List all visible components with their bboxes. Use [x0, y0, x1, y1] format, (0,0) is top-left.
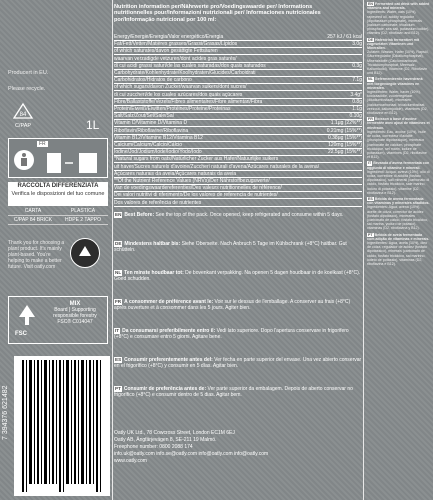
rc-value-carta: C/PAP 84 BRICK — [8, 216, 58, 225]
nutrition-label: Energy/Energie/Energia/Valor energético/Energia — [114, 34, 224, 40]
nutrition-label: Calcium/Calcium/Calcio/Cálcio — [114, 142, 183, 148]
nutrition-row — [114, 70, 362, 77]
barcode-number: 7 394376 621482 — [2, 385, 9, 440]
recycle-table — [8, 207, 108, 225]
fr-tag: FR — [39, 141, 46, 147]
nutrition-label: Carbohydrate/Kohlenhydrate/Koolhydraten/Glucides/Carboidrati — [114, 70, 256, 76]
left-column — [0, 0, 112, 500]
fsc-text2: responsible forestry — [53, 313, 97, 319]
nutrition-label: Vitamin D/Vitamine D/Vitamina D — [114, 120, 188, 127]
lang-badge: EN — [368, 2, 373, 6]
fsc-tree-icon — [15, 303, 39, 327]
ingredients-text: Ingrédients: Eau, avoine (10%), huile de colza, correcteur d'acidité (phosphate dipotassique), minéraux (carbonate de calcium, phosphate tricalcique, sel marin, iodure de potassium), vitamines (D2, riboflavine et B12). — [367, 129, 427, 160]
nutrition-label: Fibre/Ballaststoffe/Vezels/Fibres alimentaires/Fibre alimentari/Fibra — [114, 98, 263, 105]
instruction-text: Ver parte superior da embalagem. Depois de aberto conservar no frigorífico (+8°C) e consumir dentro de 5 dias. Agitar bem. — [114, 386, 353, 398]
nutrition-value: 0.8g — [352, 98, 362, 105]
nutrition-value: 0.38µg (15%**) — [327, 134, 362, 141]
ingredients-nl — [367, 77, 430, 115]
nutrition-label: Riboflavin/Riboflavine/Riboflavina — [114, 127, 189, 134]
nutrition-label: Dei valori nutritivi di riferimento/De los valores de referencia de nutrientes/ — [114, 192, 278, 199]
nutrition-value: 1.1g — [352, 106, 362, 112]
lang-badge: DE — [115, 241, 122, 246]
nutrition-row — [114, 48, 362, 55]
ingredients-text: Ingredienti: Acqua, avena (10%), olio di colza, correttore di acidità (fosfato dipotassico), sali minerali (carbonato di calcio, fosfato tricalcico, sale marino, ioduro di potassio), vitamine (D2, riboflavina e B12). — [367, 169, 430, 195]
svg-text:84: 84 — [19, 112, 27, 118]
carton-bin-icon — [45, 149, 105, 177]
lang-badge: NL — [115, 270, 122, 275]
ingredients-text: Ingredientes: Água, aveia (10%), óleo de colza, regulador de acidez (fosfato dipotássico), minerais (carbonato de cálcio, fosfato tricálcico, sal marinho, iodeto de potássio), vitaminas (D2, riboflavina e B12). — [367, 240, 428, 266]
nutrition-row — [114, 56, 362, 63]
rc-header-plastica: PLASTICA — [58, 207, 108, 216]
fsc-text1: Board | Supporting — [54, 307, 96, 313]
instruction-text: See the top of the pack. Once opened, keep refrigerated and consume within 5 days. — [155, 212, 344, 218]
nutrition-label: di cui acidi grassi saturi/de las cuales saturadas/dos quais saturados — [114, 62, 266, 69]
nutrition-value: 3.4g* — [350, 91, 362, 98]
nutrition-label: uit haver/Sucres naturels d'avoine/Zuccheri naturali d'avena/Azúcares naturales de la avena/ — [114, 163, 320, 170]
footer-line: www.oatly.com — [114, 458, 147, 464]
instruction-en — [114, 212, 362, 218]
footer-line: info.uk@oatly.com info.se@oatly.com info@oatly.com info@oatly.com — [114, 451, 269, 457]
nutrition-label: of which sugars/davon Zucker/waarvan suikers/dont sucres/ — [114, 84, 247, 91]
nutrition-label: **Of the Nutrient Reference Values (NRVs)/Der Nährstoffbezugswerte/ — [114, 178, 270, 184]
nutrition-row — [114, 171, 362, 178]
plant-triangle-icon — [79, 246, 91, 256]
fsc-code: FSC® C014047 — [57, 319, 93, 325]
lang-badge: ES — [368, 196, 373, 201]
instruction-title: A consommer de préférence avant le: — [124, 299, 214, 305]
nutrition-label: of which saturates/davon gesättigte Fettsäuren — [114, 48, 218, 55]
lang-badge: PT — [115, 386, 121, 391]
lang-badge: IT — [368, 161, 372, 166]
nutrition-row — [114, 164, 362, 171]
nutrition-value: 1.1µg (22%**) — [330, 120, 362, 127]
nutrition-row — [114, 34, 362, 41]
ingredients-fr — [367, 117, 430, 159]
instruction-es — [114, 357, 362, 369]
fsc-mix: MIX — [69, 301, 81, 307]
instruction-pt — [114, 386, 362, 398]
lang-badge: PT — [368, 232, 373, 237]
nutrition-label: *Natural sugars from oats/Natürlicher Zucker aus Hafer/Natuurlijke suikers — [114, 156, 279, 163]
nutrition-label: Salt/Salz/Zout/Sel/Sale/Sal — [114, 113, 174, 120]
nutrition-value: 120mg (15%**) — [328, 142, 362, 148]
lang-badge: EN — [115, 212, 122, 217]
instruction-text: Vedi lato superiore. Dopo l'apertura conservare in frigorifero (+8°C) e consumare entro 5 giorni. Agitare bene. — [114, 328, 349, 340]
rc-value-plastica: HDPE 2 TAPPO — [58, 216, 108, 225]
nutrition-row — [114, 63, 362, 70]
nutrition-row — [114, 149, 362, 156]
triman-icon — [13, 149, 35, 171]
instruction-title: Consumir de preferência antes de: — [123, 386, 207, 392]
nutrition-row — [114, 113, 362, 120]
ingredients-text: Ingredientes: Agua, avena (10%), aceite de colza, corrector de acidez (fosfato dipotásico), minerales (carbonato de calcio, fosfato tricálcico, sal marina, yoduro de potasio), vitaminas (D2, riboflavina y B12). — [367, 205, 429, 231]
ingredients-title: Bebida de aveia fermentada com adição de vitaminas e minerais. — [367, 232, 430, 241]
right-column — [364, 0, 433, 500]
ingredients-title: Haferdrink fermentiert mit zugesetzten Vitaminen und Mineralien. — [367, 37, 420, 51]
nutrition-row — [114, 200, 362, 207]
ingredients-it — [367, 161, 430, 195]
recycle-cap-icon — [10, 102, 36, 130]
nutrition-label: Iodine/Jod/Jodium/Iode/Iodio/Yodo/Iodo — [114, 149, 202, 156]
nutrition-row — [114, 178, 362, 185]
nutrition-row — [114, 99, 362, 106]
instruction-fr — [114, 299, 362, 311]
nutrition-label: Protein/Eiweiß/Eiwitten/Protéines/Proteine/Proteínas — [114, 106, 231, 112]
fsc-box — [8, 296, 108, 344]
lang-badge: FR — [115, 299, 122, 304]
nutrition-row — [114, 128, 362, 135]
nutrition-row — [114, 192, 362, 199]
rc-header-carta: CARTA — [8, 207, 58, 216]
nutrition-label: Carbohidratos/Hidratos de carbono — [114, 77, 192, 84]
nutrition-label: di cui zuccheri/de los cuales azúcares/dos quais açúcares — [114, 91, 243, 98]
ingredients-pt — [367, 233, 430, 267]
instruction-text: Voir sur le dessus de l'emballage. A conserver au frais (+8°C) après ouverture et à consommer dans les 5 jours. Agiter bien. — [114, 299, 351, 311]
instruction-title: Consumir preferentemente antes del: — [124, 357, 213, 363]
nutrition-label: Van de voedingswaardereferenties/Des valeurs nutritionnelles de référence/ — [114, 185, 282, 192]
instruction-title: Mindestens haltbar bis: — [124, 241, 181, 247]
nutrition-value: 0.10g — [349, 113, 362, 120]
lang-badge: FR — [368, 117, 373, 122]
ingredients-es — [367, 197, 430, 231]
nutrition-row — [114, 84, 362, 91]
nutrition-header: Nutrition information per/Nährwerte pro/Voedingswaarde per/ Informations nutritionnelles pour/Informazioni nutrizionali per/ Informaciones nutricionales por/Informação nutricional por 100 ml: — [114, 4, 321, 23]
lang-badge: NL — [368, 77, 373, 82]
lang-badge: DE — [368, 37, 373, 42]
svg-text:C/PAP: C/PAP — [14, 123, 32, 129]
ingredients-title: Fermented oat drink with added vitamins and minerals. — [367, 2, 430, 11]
footer-line: Oatly AB, Ängfärjevägen 8, SE-211 19 Malmö. — [114, 437, 217, 443]
ingredients-de — [367, 38, 430, 76]
raccolta-title: RACCOLTA DIFFERENZIATA — [17, 183, 99, 189]
lang-badge: ES — [115, 357, 122, 362]
nutrition-row — [114, 185, 362, 192]
nutrition-row — [114, 41, 362, 48]
instruction-nl — [114, 270, 362, 282]
footer-line: Freephone number: 0800 2088 174 — [114, 444, 193, 450]
nutrition-value: 257 kJ / 61 kcal — [327, 34, 362, 40]
ingredients-text: Ingredients: Water, oats (10%), rapeseed oil, acidity regulator (dipotassium phosphate), minerals (calcium carbonate, tricalcium phosphate, sea salt, potassium iodide), vitamins (D2, riboflavin and B12). — [367, 10, 430, 36]
instruction-text: De bovenkant verpakking. Na openen 5 dagen houdbaar in de koelkast (+8°C). Goed schudden. — [114, 270, 361, 282]
nutrition-label: waarvan verzadigde vetzuren/dont acides gras saturés/ — [114, 55, 237, 62]
instruction-de — [114, 241, 362, 253]
nutrition-row — [114, 77, 362, 84]
footer-line: Oatly UK Ltd., 78 Cowcross Street, London EC1M 6EJ — [114, 430, 235, 436]
raccolta-sub: Verifica le disposizioni del tuo comune — [11, 191, 105, 197]
nutrition-row — [114, 106, 362, 113]
instruction-text: Ver fecha en parte superior del envase. Una vez abierto conservar en el frigorífico (+8°C) y consumir en 5 días. Agitar bien. — [114, 357, 362, 369]
nutrition-label: Fat/Fett/Vetten/Matières grasses/Grassi/Grasas/Lípidos — [114, 41, 238, 48]
ingredients-title: Bebida de avena fermentada con vitaminas y minerales añadidos. — [367, 196, 430, 206]
nutrition-row — [114, 92, 362, 99]
fsc-label: FSC — [15, 331, 27, 337]
nutrition-label: Açúcares naturais da aveia/Açúcares naturais da aveia — [114, 170, 237, 177]
producer-note: Producert in EU. — [8, 70, 49, 76]
volume-label: 1L — [86, 118, 100, 132]
nutrition-row — [114, 142, 362, 149]
nutrition-row — [114, 156, 362, 163]
nutrition-label: Vitamin B12/Vitamine B12/Vitamina B12 — [114, 134, 203, 141]
ingredients-text: Zutaten: Wasser, Hafer (10%), Rapsöl, Säureregulator (Dikaliumphosphat), Mineralstoffe (Calciumcarbonat, Tricalciumphosphat, Meersalz, Kaliumiodid), Vitamine (D2, Riboflavin und B12). — [367, 50, 429, 76]
fsc-text — [43, 301, 107, 325]
plant-note: Thank you for choosing a plant product. It's mainly plant-based. You're helping to make a better future. Visit oatly.com — [8, 240, 65, 270]
ingredients-title: Gefermenteerde haverdrank met toegevoegde vitamines en mineralen. — [367, 77, 423, 90]
nutrition-row — [114, 120, 362, 127]
raccolta-box — [8, 182, 108, 206]
instruction-text: Siehe Oberseite. Nach Anbruch 5 Tage im Kühlschrank (+8°C) haltbar. Gut schütteln. — [114, 241, 347, 253]
ingredients-en — [367, 2, 430, 36]
nutrition-value: 3.0g — [352, 41, 362, 48]
ingredients-title: Boisson à base d'avoine fermentée avec ajout de vitamines et minéraux. — [367, 117, 430, 130]
nutrition-value: 0.3g — [352, 62, 362, 69]
ingredients-text: Ingrediënten: Water, haver (10%), koolzaadolie, zuurteregelaar (dikaliumfosfaat), mineralen (calciumcarbonaat, tricalciumfosfaat, zeezout, kaliumjodide), vitamines (D2, riboflavine en B12). — [367, 90, 428, 116]
nutrition-row — [114, 135, 362, 142]
instruction-title: Ten minste houdbaar tot: — [124, 270, 184, 276]
nutrition-value: 0.21mg (15%**) — [326, 127, 362, 134]
triman-box — [8, 138, 108, 178]
nutrition-label: Dos valores de referência de nutrientes — [114, 199, 202, 206]
instruction-title: Da consumarsi preferibilmente entro il: — [122, 328, 216, 334]
lang-badge: IT — [115, 328, 120, 333]
barcode — [14, 356, 110, 496]
nutrition-value: 22.5µg (15%**) — [327, 149, 362, 156]
ingredients-title: Bevanda d'avena fermentata con aggiunta di vitamine e minerali. — [367, 161, 430, 170]
nutrition-value: 7.1g — [352, 77, 362, 84]
recycle-note: Please recycle. — [8, 86, 46, 92]
instruction-it — [114, 328, 362, 340]
instruction-title: Best Before: — [124, 212, 155, 218]
